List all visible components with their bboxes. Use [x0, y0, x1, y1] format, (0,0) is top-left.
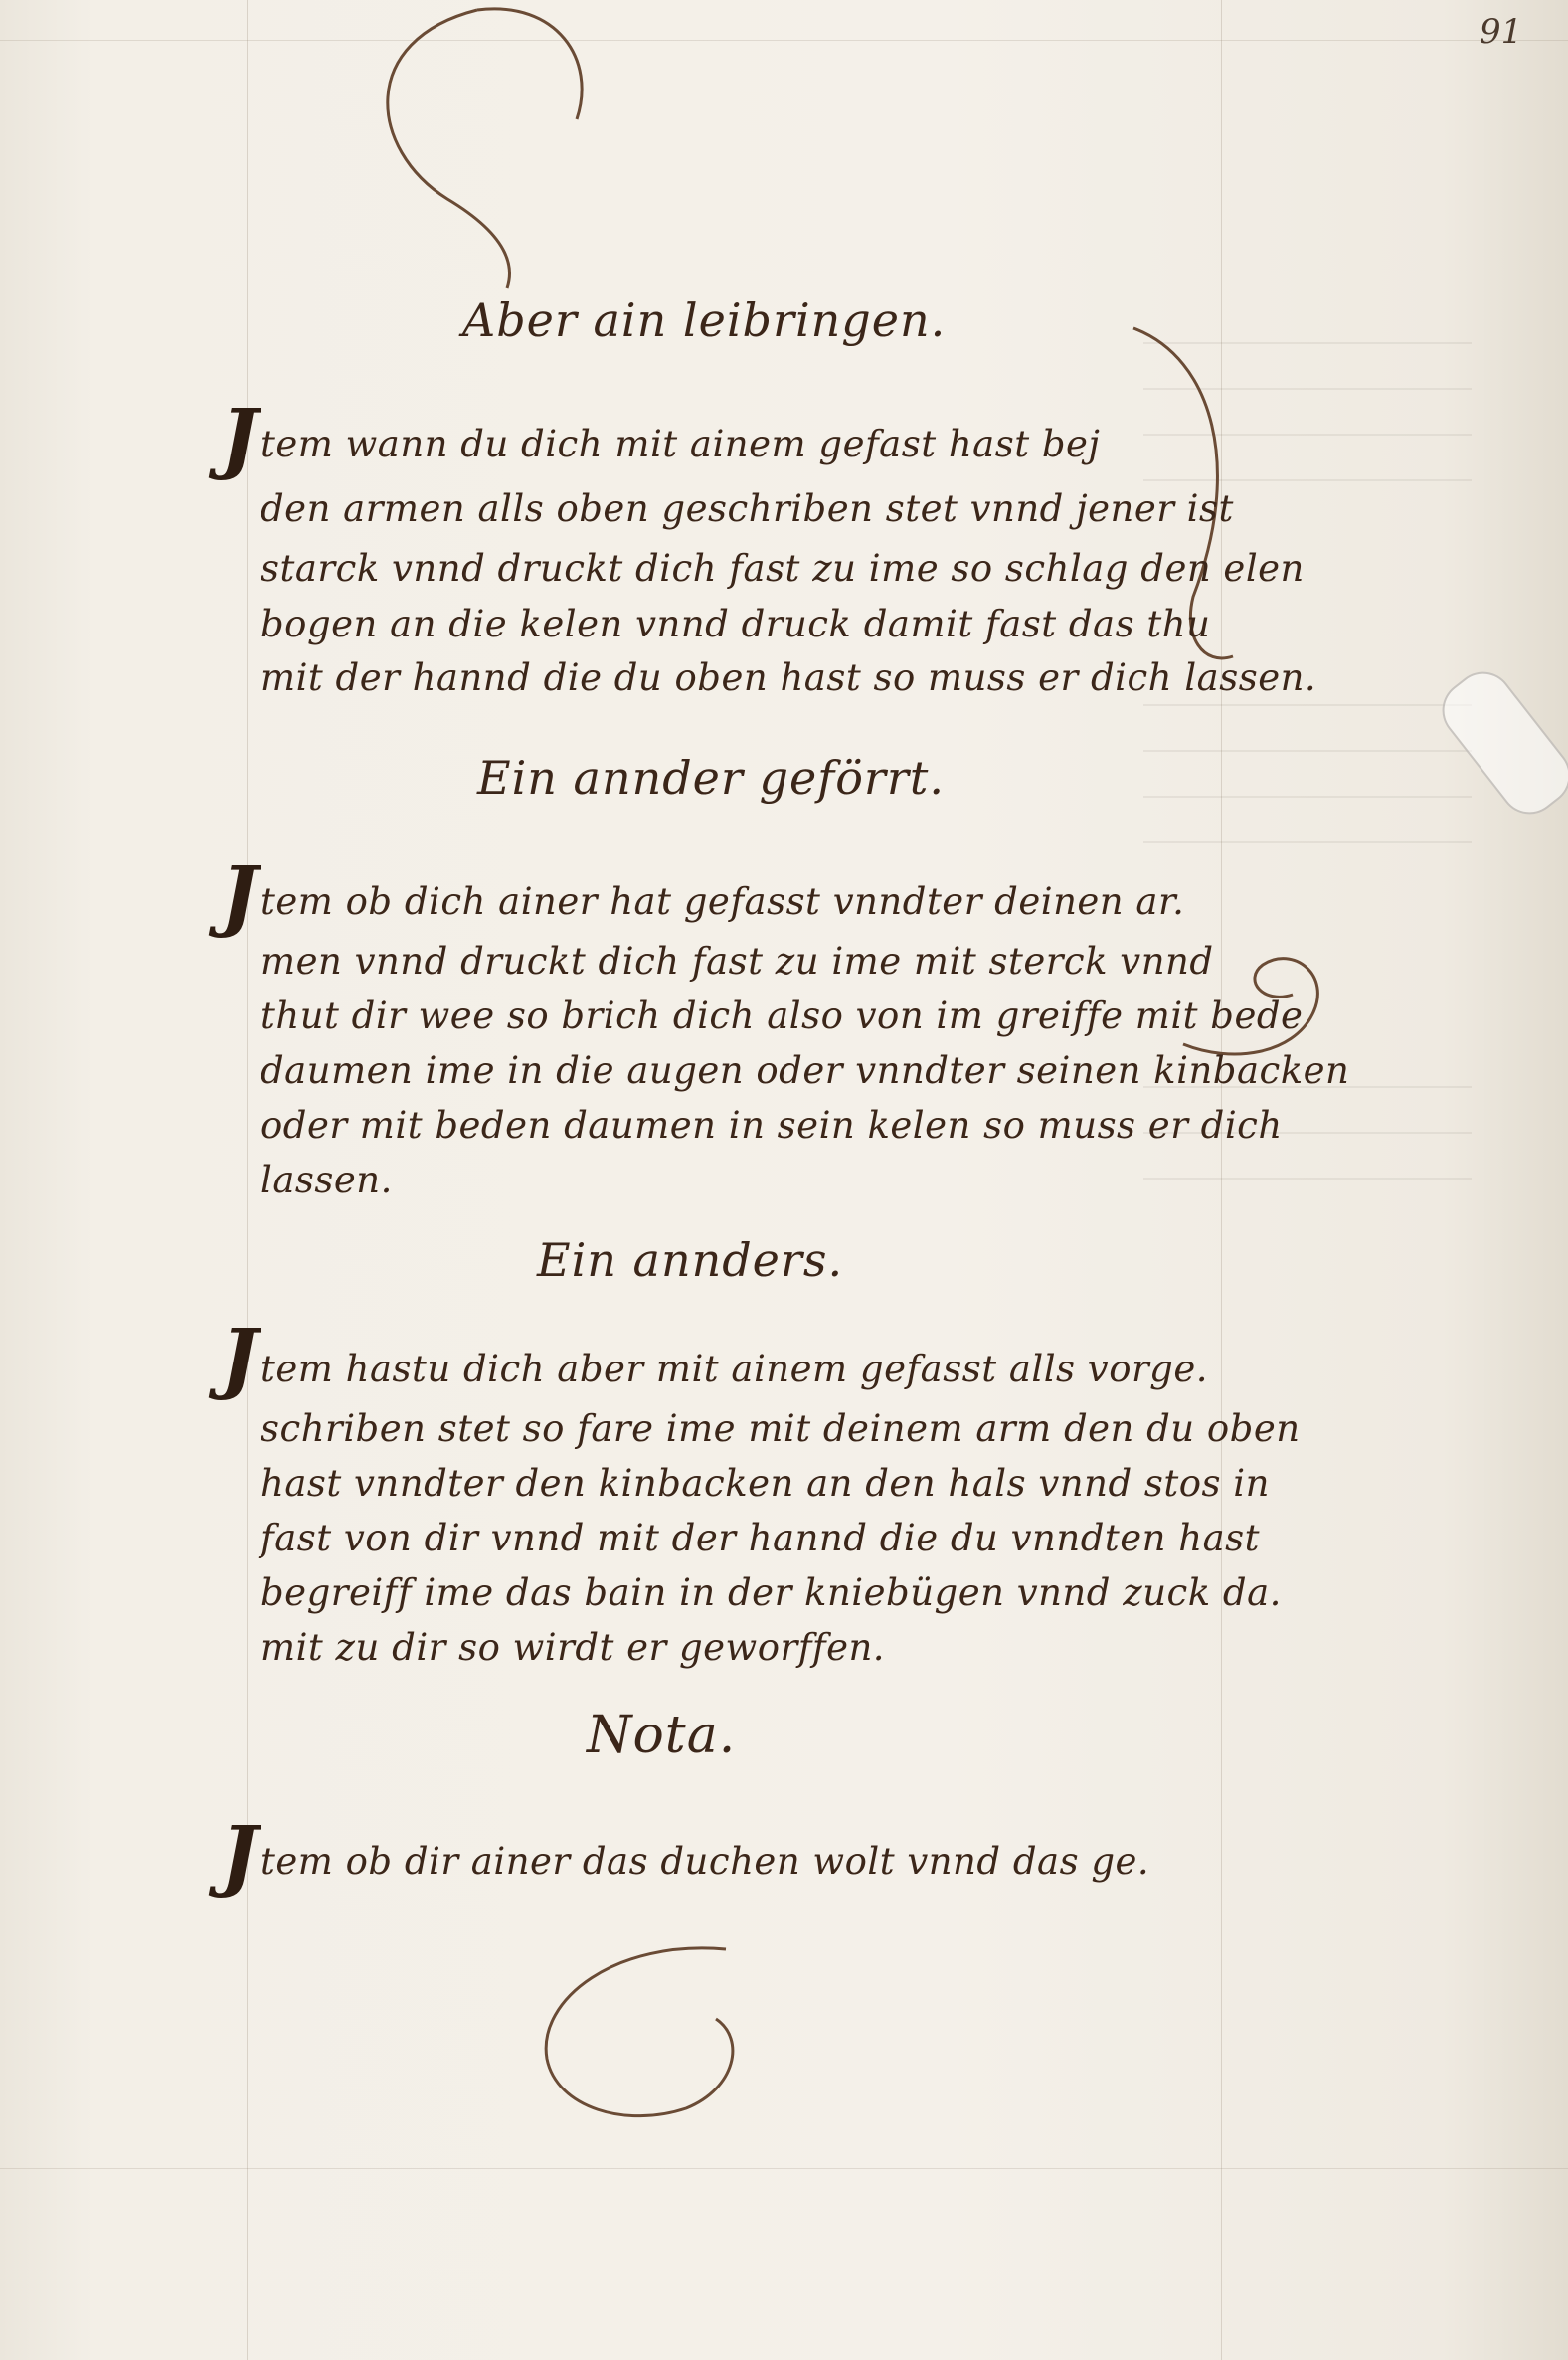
section-initial: J: [221, 393, 258, 483]
text-line: tem ob dir ainer das duchen wolt vnnd das ge.: [261, 1840, 1150, 1883]
text-line: mit der hannd die du oben hast so muss er dich lassen.: [261, 656, 1317, 699]
section-initial: J: [221, 1313, 258, 1403]
text-line: hast vnndter den kinbacken an den hals vnnd stos in: [261, 1462, 1270, 1505]
section-heading: Aber ain leibringen.: [462, 293, 947, 347]
section-initial: J: [221, 850, 258, 941]
text-line: fast von dir vnnd mit der hannd die du vnndten hast: [261, 1517, 1260, 1559]
text-line: thut dir wee so brich dich also von im greiffe mit bede: [261, 995, 1304, 1037]
ruling-line-bottom: [0, 2168, 1568, 2169]
section-heading: Ein annders.: [537, 1233, 844, 1287]
text-line: mit zu dir so wirdt er geworffen.: [261, 1626, 886, 1669]
text-line: tem hastu dich aber mit ainem gefasst alls vorge.: [261, 1348, 1209, 1390]
section-heading: Ein annder geförrt.: [477, 751, 945, 805]
text-line: starck vnnd druckt dich fast zu ime so schlag den elen: [261, 547, 1305, 590]
text-line: schriben stet so fare ime mit deinem arm den du oben: [261, 1407, 1301, 1450]
text-line: men vnnd druckt dich fast zu ime mit sterck vnnd: [261, 940, 1214, 983]
text-line: tem ob dich ainer hat gefasst vnndter deinen ar.: [261, 880, 1185, 923]
section-heading: Nota.: [587, 1706, 737, 1765]
bottom-flourish: [517, 1939, 825, 2138]
text-line: den armen alls oben geschriben stet vnnd jener ist: [261, 487, 1234, 530]
text-line: lassen.: [261, 1159, 393, 1201]
text-line: tem wann du dich mit ainem gefast hast bej: [261, 423, 1101, 465]
text-line: begreiff ime das bain in der kniebügen vnnd zuck da.: [261, 1571, 1282, 1614]
ruling-line-left: [247, 0, 248, 2360]
text-line: daumen ime in die augen oder vnndter seinen kinbacken: [261, 1049, 1350, 1092]
text-line: oder mit beden daumen in sein kelen so muss er dich: [261, 1104, 1283, 1147]
text-line: bogen an die kelen vnnd druck damit fast das thu: [261, 603, 1211, 645]
folio-number: 91: [1480, 12, 1523, 52]
section-initial: J: [221, 1810, 258, 1901]
ruling-line-top: [0, 40, 1568, 41]
top-flourish: [328, 0, 656, 298]
